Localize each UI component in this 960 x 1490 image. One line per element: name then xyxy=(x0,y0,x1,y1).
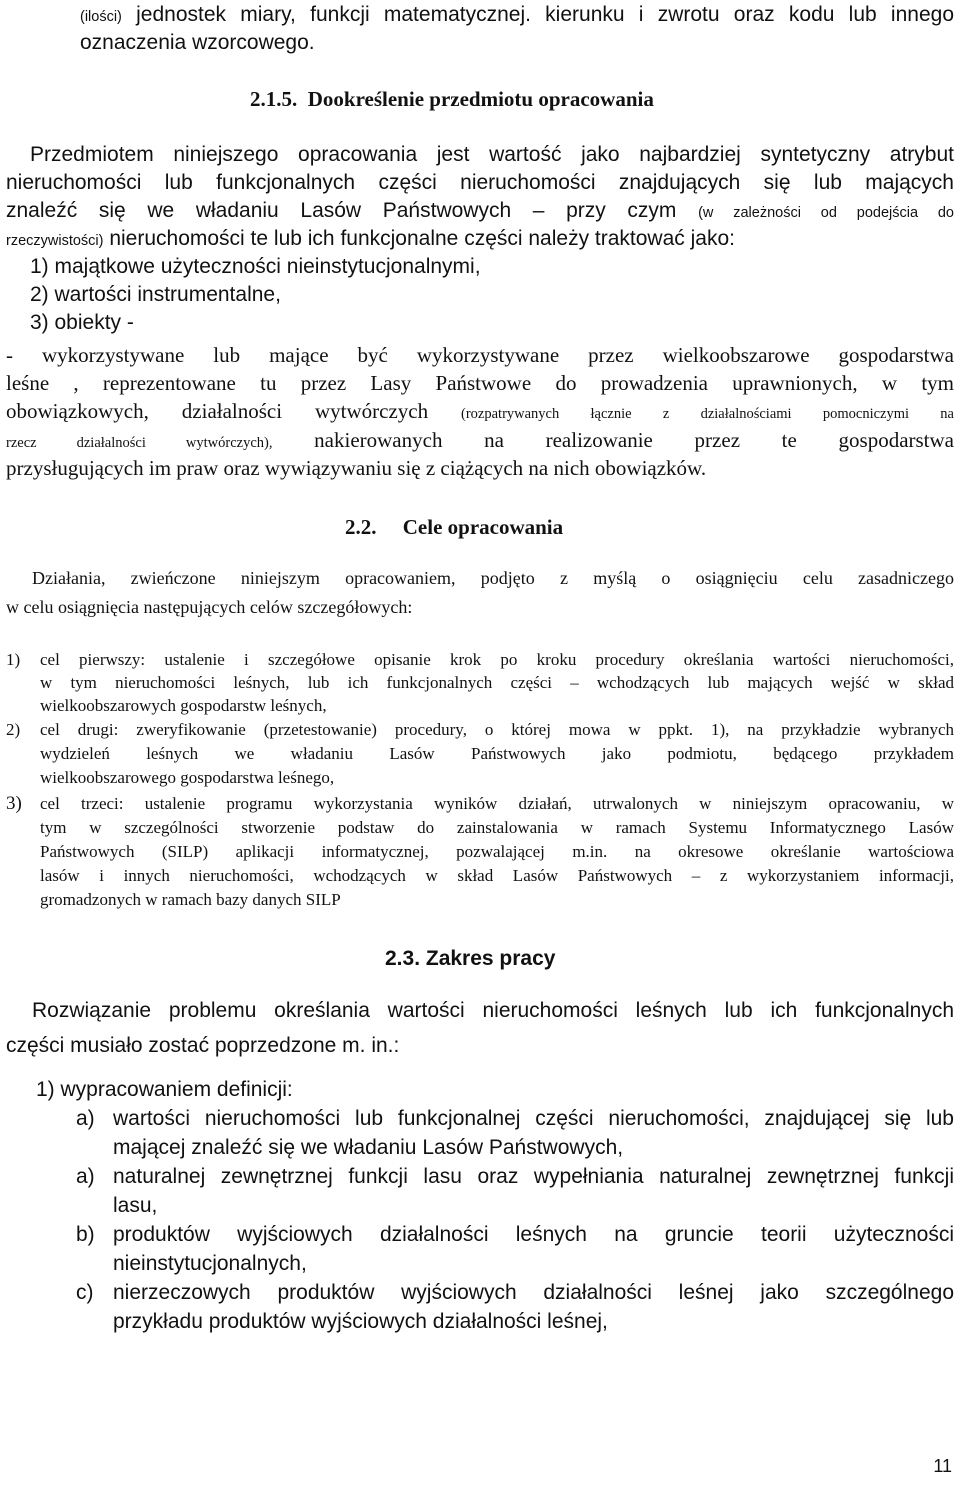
goal-2-line-3: wielkoobszarowego gospodarstwa leśnego, xyxy=(40,768,335,787)
goal-3-line-2: tym w szczególności stworzenie podstaw do zainstalowania w ramach Systemu Informatycznego Lasów xyxy=(40,818,954,837)
top-line-1: (ilości) jednostek miary, funkcji matematycznej. kierunku i zwrotu oraz kodu lub innego xyxy=(80,3,954,26)
s23-a1-line-1: wartości nieruchomości lub funkcjonalnej części nieruchomości, znajdującej się lub xyxy=(113,1107,954,1130)
s23-c-line-1: nierzeczowych produktów wyjściowych działalności leśnej jako szczególnego xyxy=(113,1281,954,1304)
goal-2-number: 2) xyxy=(6,720,21,739)
s215-desc-line-4: rzecz działalności wytwórczych), nakierowanych na realizowanie przez te gospodarstwa xyxy=(6,428,954,452)
s22-intro-line-2: w celu osiągnięcia następujących celów szczegółowych: xyxy=(6,597,413,617)
s215-para-line-1: Przedmiotem niniejszego opracowania jest wartość jako najbardziej syntetyczny atrybut xyxy=(30,143,954,166)
s23-b-line-1: produktów wyjściowych działalności leśnych na gruncie teorii użyteczności xyxy=(113,1223,954,1246)
section-22-heading: 2.2. Cele opracowania xyxy=(345,515,564,539)
top-line-2: oznaczenia wzorcowego. xyxy=(80,31,315,54)
s215-desc-line-2: leśne , reprezentowane tu przez Lasy Państwowe do prowadzenia uprawnionych, w tym xyxy=(6,371,954,395)
goal-3-number: 3) xyxy=(6,793,22,814)
goal-1-number: 1) xyxy=(6,650,21,669)
s215-list-item-2: 2) wartości instrumentalne, xyxy=(30,283,281,306)
goal-1-line-3: wielkoobszarowych gospodarstw leśnych, xyxy=(40,696,327,715)
goal-1-line-2: w tym nieruchomości leśnych, lub ich funkcjonalnych części – wchodzących lub mających wejść w skład xyxy=(40,673,954,692)
s23-b-mark: b) xyxy=(76,1223,95,1246)
s215-desc-line-3: obowiązkowych, działalności wytwórczych (rozpatrywanych łącznie z działalnościami pomocniczymi na xyxy=(6,399,954,423)
goal-3-line-4: lasów i innych nieruchomości, wchodzących w skład Lasów Państwowych – z wykorzystaniem informacji, xyxy=(40,866,954,885)
s23-intro-line-1: Rozwiązanie problemu określania wartości nieruchomości leśnych lub ich funkcjonalnych xyxy=(32,999,954,1022)
s215-para-line-2: nieruchomości lub funkcjonalnych części nieruchomości znajdujących się lub mających xyxy=(6,171,954,194)
s23-item-1: 1) wypracowaniem definicji: xyxy=(36,1078,293,1101)
s23-a1-mark: a) xyxy=(76,1107,95,1130)
section-23-heading: 2.3. Zakres pracy xyxy=(385,947,556,970)
s215-para-line-4: rzeczywistości) nieruchomości te lub ich funkcjonalne części należy traktować jako: xyxy=(6,227,735,250)
s22-intro-line-1: Działania, zwieńczone niniejszym opracowaniem, podjęto z myślą o osiągnięciu celu zasadniczego xyxy=(32,568,954,588)
s215-desc-line-5: przysługujących im praw oraz wywiązywaniu się z ciążących na nich obowiązków. xyxy=(6,456,707,480)
goal-3-line-1: cel trzeci: ustalenie programu wykorzystania wyników działań, utrwalonych w niniejszym opracowaniu, w xyxy=(40,794,954,813)
page-number: 11 xyxy=(933,1456,952,1476)
goal-1-line-1: cel pierwszy: ustalenie i szczegółowe opisanie krok po kroku procedury określania wartości nieruchomości, xyxy=(40,650,954,669)
s215-list-item-1: 1) majątkowe użyteczności nieinstytucjonalnymi, xyxy=(30,255,481,278)
s215-desc-line-1: - wykorzystywane lub mające być wykorzystywane przez wielkoobszarowe gospodarstwa xyxy=(6,343,954,367)
s23-a1-line-2: mającej znaleźć się we władaniu Lasów Państwowych, xyxy=(113,1136,624,1159)
s23-a2-line-1: naturalnej zewnętrznej funkcji lasu oraz wypełniania naturalnej zewnętrznej funkcji xyxy=(113,1165,954,1188)
goal-3-line-3: Państwowych (SILP) aplikacji informatycznej, pozwalającej m.in. na okresowe określanie wartościowa xyxy=(40,842,954,861)
goal-2-line-2: wydzieleń leśnych we władaniu Lasów Państwowych jako podmiotu, będącego przykładem xyxy=(40,744,954,763)
s215-list-item-3: 3) obiekty - xyxy=(30,311,134,334)
s23-a2-line-2: lasu, xyxy=(113,1194,158,1217)
s23-c-line-2: przykładu produktów wyjściowych działalności leśnej, xyxy=(113,1310,608,1333)
section-215-heading: 2.1.5. Dookreślenie przedmiotu opracowania xyxy=(250,87,654,111)
s23-c-mark: c) xyxy=(76,1281,94,1304)
goal-2-line-1: cel drugi: zweryfikowanie (przetestowanie) procedury, o której mowa w ppkt. 1), na przykładzie wybranych xyxy=(40,720,954,739)
goal-3-line-5: gromadzonych w ramach bazy danych SILP xyxy=(40,890,341,909)
s23-a2-mark: a) xyxy=(76,1165,95,1188)
s215-para-line-3: znaleźć się we władaniu Lasów Państwowych – przy czym (w zależności od podejścia do xyxy=(6,199,954,222)
s23-b-line-2: nieinstytucjonalnych, xyxy=(113,1252,307,1275)
s23-intro-line-2: części musiało zostać poprzedzone m. in.: xyxy=(6,1034,400,1057)
